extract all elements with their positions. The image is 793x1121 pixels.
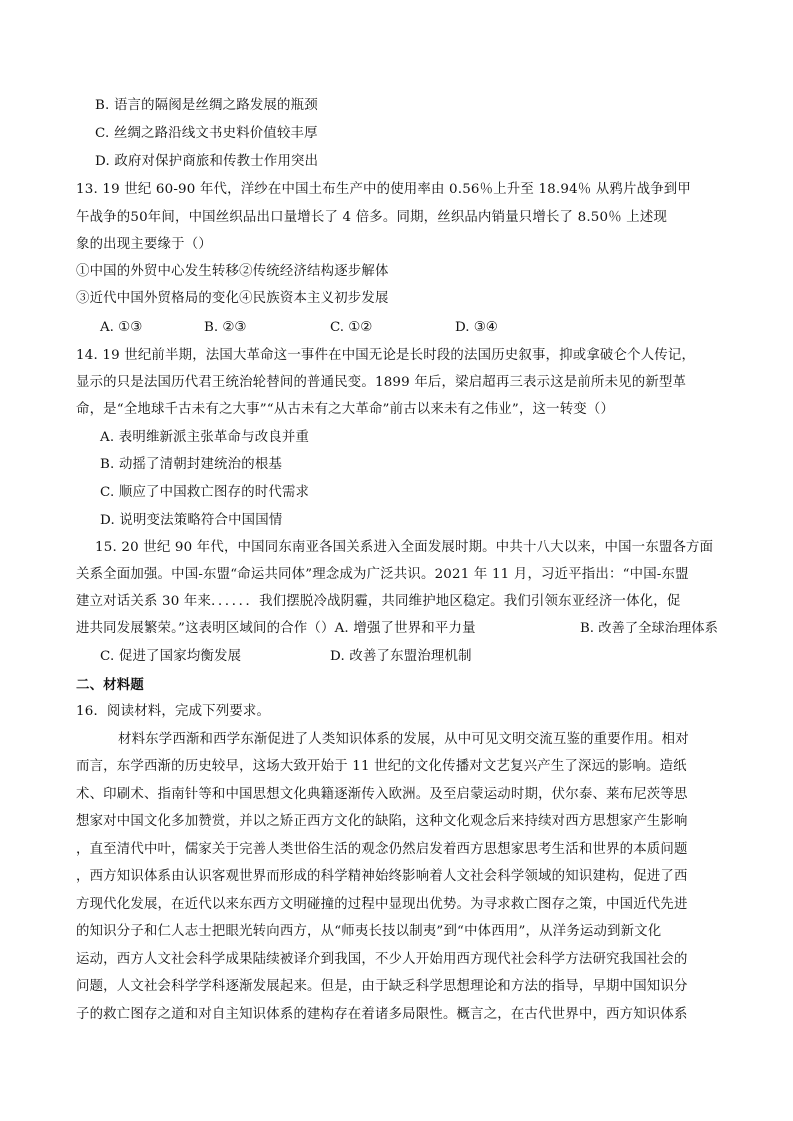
material-line-1: 材料东学西渐和西学东渐促进了人类知识体系的发展，从中可见文明交流互鉴的重要作用。相对 [118,732,689,747]
material-line-2: 而言，东学西渐的历史较早，这场大致开始于 11 世纪的文化传播对文艺复兴产生了深远的影响。造纸 [76,759,687,774]
material-line-6: ，西方知识体系由认识客观世界而形成的科学精神始终影响着人文社会科学领域的知识建构，促进了西 [76,869,688,884]
q15-stem-line-4: 进共同发展繁荣。”这表明区域间的合作（）A. 增强了世界和平力量 [76,621,476,636]
q15-option-b: B. 改善了全球治理体系 [580,621,718,636]
q14-option-b: B. 动摇了清朝封建统治的根基 [100,457,283,472]
q13-option-a: A. ①③ [100,320,143,335]
material-line-3: 术、印刷术、指南针等和中国思想文化典籍逐渐传入欧洲。及至启蒙运动时期，伏尔泰、莱布尼茨等思 [76,787,688,802]
q15-option-c: C. 促进了国家均衡发展 [100,649,242,664]
q12-option-c: C. 丝绸之路沿线文书史料价值较丰厚 [95,126,318,141]
q14-option-d: D. 说明变法策略符合中国国情 [100,513,283,528]
q13-option-b: B. ②③ [204,320,247,335]
q12-option-b: B. 语言的隔阂是丝绸之路发展的瓶颈 [95,98,318,113]
material-line-9: 运动，西方人文社会科学成果陆续被译介到我国，不少人开始用西方现代社会科学方法研究我国社会的 [76,952,688,967]
q14-stem-line-3: 命，是“全地球千古未有之大事”“从古未有之大革命”前古以来未有之伟业”，这一转变（） [76,402,615,417]
q13-option-d: D. ③④ [455,320,498,335]
q15-stem-line-2: 关系全面加强。中国-东盟“命运共同体”理念成为广泛共识。2021 年 11 月，习近平指出：“中国-东盟 [76,567,689,582]
material-line-11: 子的救亡图存之道和对自主知识体系的建构存在着诸多局限性。概言之，在古代世界中，西方知识体系 [76,1007,688,1022]
q15-option-d: D. 改善了东盟治理机制 [330,649,472,664]
q15-stem-line-1: 15. 20 世纪 90 年代，中国同东南亚各国关系进入全面发展时期。中共十八大以来，中国一东盟各方面 [95,540,714,555]
material-line-10: 问题，人文社会科学学科逐渐发展起来。但是，由于缺乏科学思想理论和方法的指导，早期中国知识分 [76,979,688,994]
material-line-4: 想家对中国文化多加赞赏，并以之矫正西方文化的缺陷，这种文化观念后来持续对西方思想家产生影响 [76,814,688,829]
q13-stem-line-1: 13. 19 世纪 60-90 年代，洋纱在中国土布生产中的使用率由 0.56％上升至 18.94％ 从鸦片战争到甲 [76,182,691,197]
q14-option-c: C. 顺应了中国救亡图存的时代需求 [100,485,310,500]
q13-stem-line-3: 象的出现主要缘于（） [76,237,212,252]
q14-option-a: A. 表明维新派主张革命与改良并重 [100,430,310,445]
material-line-5: ，直至清代中叶，儒家关于完善人类世俗生活的观念仍然启发着西方思想家思考生活和世界的本质问题 [76,842,688,857]
q12-option-d: D. 政府对保护商旅和传教士作用突出 [95,154,319,169]
q13-items-line-2: ③近代中国外贸格局的变化④民族资本主义初步发展 [76,291,389,306]
q13-option-c: C. ①② [330,320,373,335]
q14-stem-line-1: 14. 19 世纪前半期，法国大革命这一事件在中国无论是长时段的法国历史叙事，抑或拿破仑个人传记， [76,348,696,363]
material-line-7: 方现代化发展，在近代以来东西方文明碰撞的过程中显现出优势。为寻求救亡图存之策，中国近代先进 [76,897,688,912]
section-heading: 二、材料题 [76,677,144,693]
q14-stem-line-2: 显示的只是法国历代君王统治轮替间的普通民变。1899 年后，梁启超再三表示这是前所未见的新型革 [76,375,687,390]
q13-stem-line-2: 午战争的50年间，中国丝织品出口量增长了 4 倍多。同期，丝织品内销量只增长了 8.50％ 上述现 [76,210,668,225]
q13-items-line-1: ①中国的外贸中心发生转移②传统经济结构逐步解体 [76,264,389,279]
q16-intro: 16．阅读材料，完成下列要求。 [76,704,271,719]
q15-stem-line-3: 建立对话关系 30 年来．．．．．．我们摆脱冷战阴霾，共同维护地区稳定。我们引领东亚经济一体化，促 [76,594,681,609]
material-line-8: 的知识分子和仁人志士把眼光转向西方，从“师夷长技以制夷”到“中体西用”，从洋务运动到新文化 [76,924,662,939]
